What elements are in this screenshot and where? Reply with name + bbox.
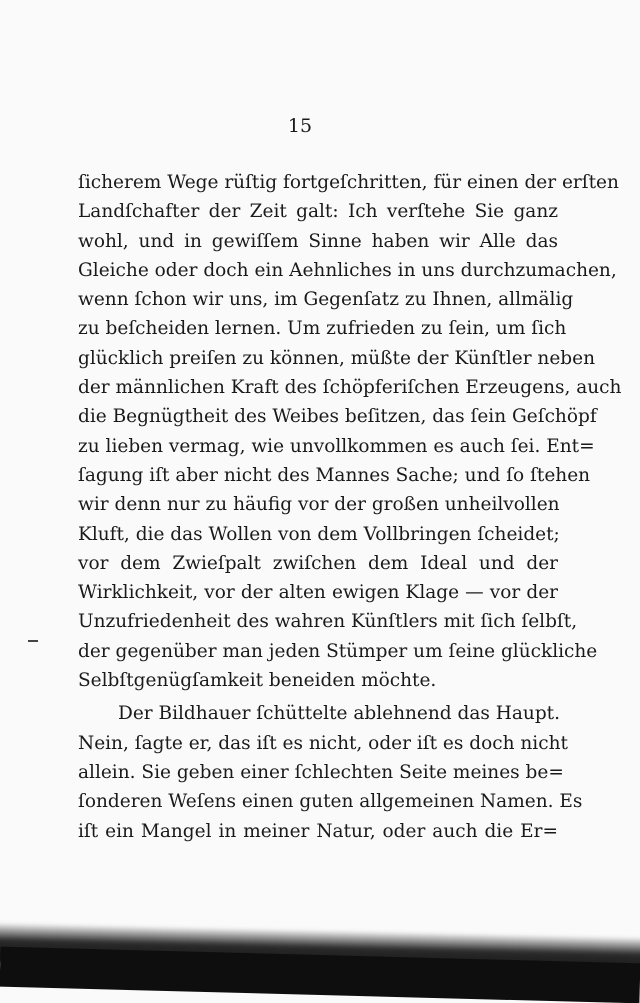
text-line: glücklich preiſen zu können, müßte der Künſtler neben xyxy=(78,347,595,369)
text-line: ſicherem Wege rüſtig fortgeſchritten, für einen der erſten xyxy=(78,172,619,193)
text-line: Landſchafter der Zeit galt: Ich verſtehe Sie ganz xyxy=(78,201,558,223)
text-line: Gleiche oder doch ein Aehnliches in uns durchzumachen, xyxy=(78,259,617,281)
text-line: wenn ſchon wir uns, im Gegenſatz zu Ihnen, allmälig xyxy=(78,289,574,311)
text-line: ſagung iſt aber nicht des Mannes Sache; und ſo ſtehen xyxy=(78,464,591,486)
text-line: Unzufriedenheit des wahren Künſtlers mit ſich ſelbſt, xyxy=(78,611,578,633)
text-line: ſonderen Weſens einen guten allgemeinen Namen. Es xyxy=(78,791,583,813)
text-line: Nein, ſagte er, das iſt es nicht, oder iſt es doch nicht xyxy=(78,732,568,754)
text-line: allein. Sie geben einer ſchlechten Seite meines be= xyxy=(78,761,564,783)
scan-mark xyxy=(28,640,38,642)
text-line: zu lieben vermag, wie unvollkommen es auch ſei. Ent= xyxy=(78,435,595,457)
text-line: der gegenüber man jeden Stümper um ſeine glückliche xyxy=(78,640,598,662)
paragraph xyxy=(78,699,583,845)
text-line: wohl, und in gewiſſem Sinne haben wir Alle das xyxy=(78,230,558,252)
text-line: Wirklichkeit, vor der alten ewigen Klage — vor der xyxy=(78,582,558,604)
text-line: Selbſtgenügſamkeit beneiden möchte. xyxy=(78,670,437,692)
text-line: iſt ein Mangel in meiner Natur, oder auch die Er= xyxy=(78,820,558,842)
text-line: vor dem Zwieſpalt zwiſchen dem Ideal und der xyxy=(78,552,558,574)
body-text xyxy=(78,168,622,846)
text-line: Kluft, die das Wollen von dem Vollbringen ſcheidet; xyxy=(78,523,560,545)
page-number: 15 xyxy=(287,115,313,137)
text-line: die Begnügtheit des Weibes beſitzen, das ſein Geſchöpf xyxy=(78,406,597,428)
text-line: zu beſcheiden lernen. Um zufrieden zu ſein, um ſich xyxy=(78,318,567,340)
text-line: wir denn nur zu häufig vor der großen unheilvollen xyxy=(78,494,560,516)
paragraph xyxy=(78,168,622,695)
text-line: Der Bildhauer ſchüttelte ablehnend das Haupt. xyxy=(118,703,560,725)
text-line: der männlichen Kraft des ſchöpferiſchen Erzeugens, auch xyxy=(78,377,622,399)
